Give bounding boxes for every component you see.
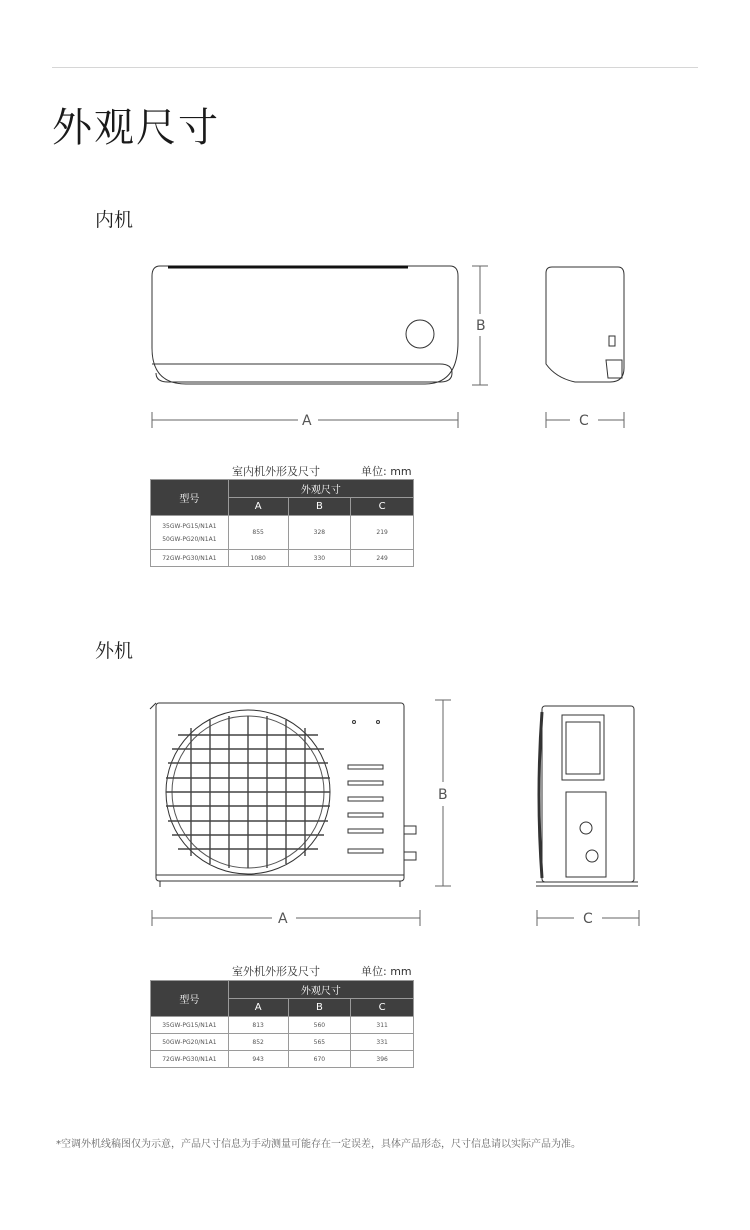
model-name: 35GW-PG15/N1A1: [162, 522, 217, 530]
value-b: 328: [288, 516, 351, 550]
header-dimensions: 外观尺寸: [228, 981, 413, 999]
value-b: 560: [288, 1017, 351, 1034]
indoor-dim-a: A: [302, 413, 312, 429]
table-row: [151, 1034, 414, 1051]
header-dimensions: 外观尺寸: [228, 480, 413, 498]
outdoor-front-view: [150, 703, 416, 887]
header-model: 型号: [151, 981, 229, 1017]
disclaimer-footnote: *空调外机线稿图仅为示意，产品尺寸信息为手动测量可能存在一定误差，具体产品形态，尺寸信息请以实际产品为准。: [56, 1139, 581, 1150]
outdoor-spec-table: [150, 980, 414, 1068]
outdoor-dim-c: C: [583, 911, 593, 927]
value-c: 331: [351, 1034, 414, 1051]
header-col-a: A: [228, 999, 288, 1017]
value-a: 943: [228, 1051, 288, 1068]
header-col-a: A: [228, 498, 288, 516]
indoor-side-view: [546, 267, 624, 382]
outdoor-dim-a: A: [278, 911, 288, 927]
header-col-c: C: [351, 999, 414, 1017]
header-col-c: C: [351, 498, 414, 516]
outdoor-vent-slats: [348, 765, 383, 853]
top-divider: [52, 67, 698, 68]
header-col-b: B: [288, 498, 351, 516]
indoor-dimension-lines: [152, 266, 624, 428]
table-row: [151, 1017, 414, 1034]
outdoor-side-view: [536, 706, 638, 886]
value-a: 855: [228, 516, 288, 550]
outdoor-table-caption: 室外机外形及尺寸: [232, 965, 320, 978]
value-c: 249: [351, 550, 414, 567]
indoor-dim-c: C: [579, 413, 589, 429]
model-cell: 72GW-PG30/N1A1: [151, 1051, 229, 1068]
model-cell: 35GW-PG15/N1A1: [151, 1017, 229, 1034]
outdoor-table-unit: 单位: mm: [361, 965, 412, 978]
indoor-section-title: 内机: [95, 209, 134, 231]
value-a: 852: [228, 1034, 288, 1051]
value-b: 565: [288, 1034, 351, 1051]
value-b: 330: [288, 550, 351, 567]
value-c: 219: [351, 516, 414, 550]
indoor-front-view: [152, 266, 458, 384]
model-name: 50GW-PG20/N1A1: [162, 535, 217, 543]
table-row: [151, 516, 414, 550]
indoor-table-caption: 室内机外形及尺寸: [232, 465, 320, 478]
outdoor-section-title: 外机: [95, 640, 134, 662]
outdoor-dim-b: B: [438, 787, 448, 803]
value-a: 813: [228, 1017, 288, 1034]
value-b: 670: [288, 1051, 351, 1068]
model-cell: [151, 516, 229, 550]
header-model: 型号: [151, 480, 229, 516]
indoor-spec-table: [150, 479, 414, 567]
table-header-row: [151, 981, 414, 999]
outdoor-dimension-lines: [152, 700, 639, 926]
table-header-row: [151, 480, 414, 498]
value-c: 311: [351, 1017, 414, 1034]
value-a: 1080: [228, 550, 288, 567]
fan-grille: [166, 716, 330, 868]
model-cell: 50GW-PG20/N1A1: [151, 1034, 229, 1051]
indoor-dim-b: B: [476, 318, 486, 334]
page-title: 外观尺寸: [52, 105, 220, 151]
header-col-b: B: [288, 999, 351, 1017]
indoor-table-unit: 单位: mm: [361, 465, 412, 478]
table-row: [151, 1051, 414, 1068]
model-cell: 72GW-PG30/N1A1: [151, 550, 229, 567]
table-row: [151, 550, 414, 567]
value-c: 396: [351, 1051, 414, 1068]
